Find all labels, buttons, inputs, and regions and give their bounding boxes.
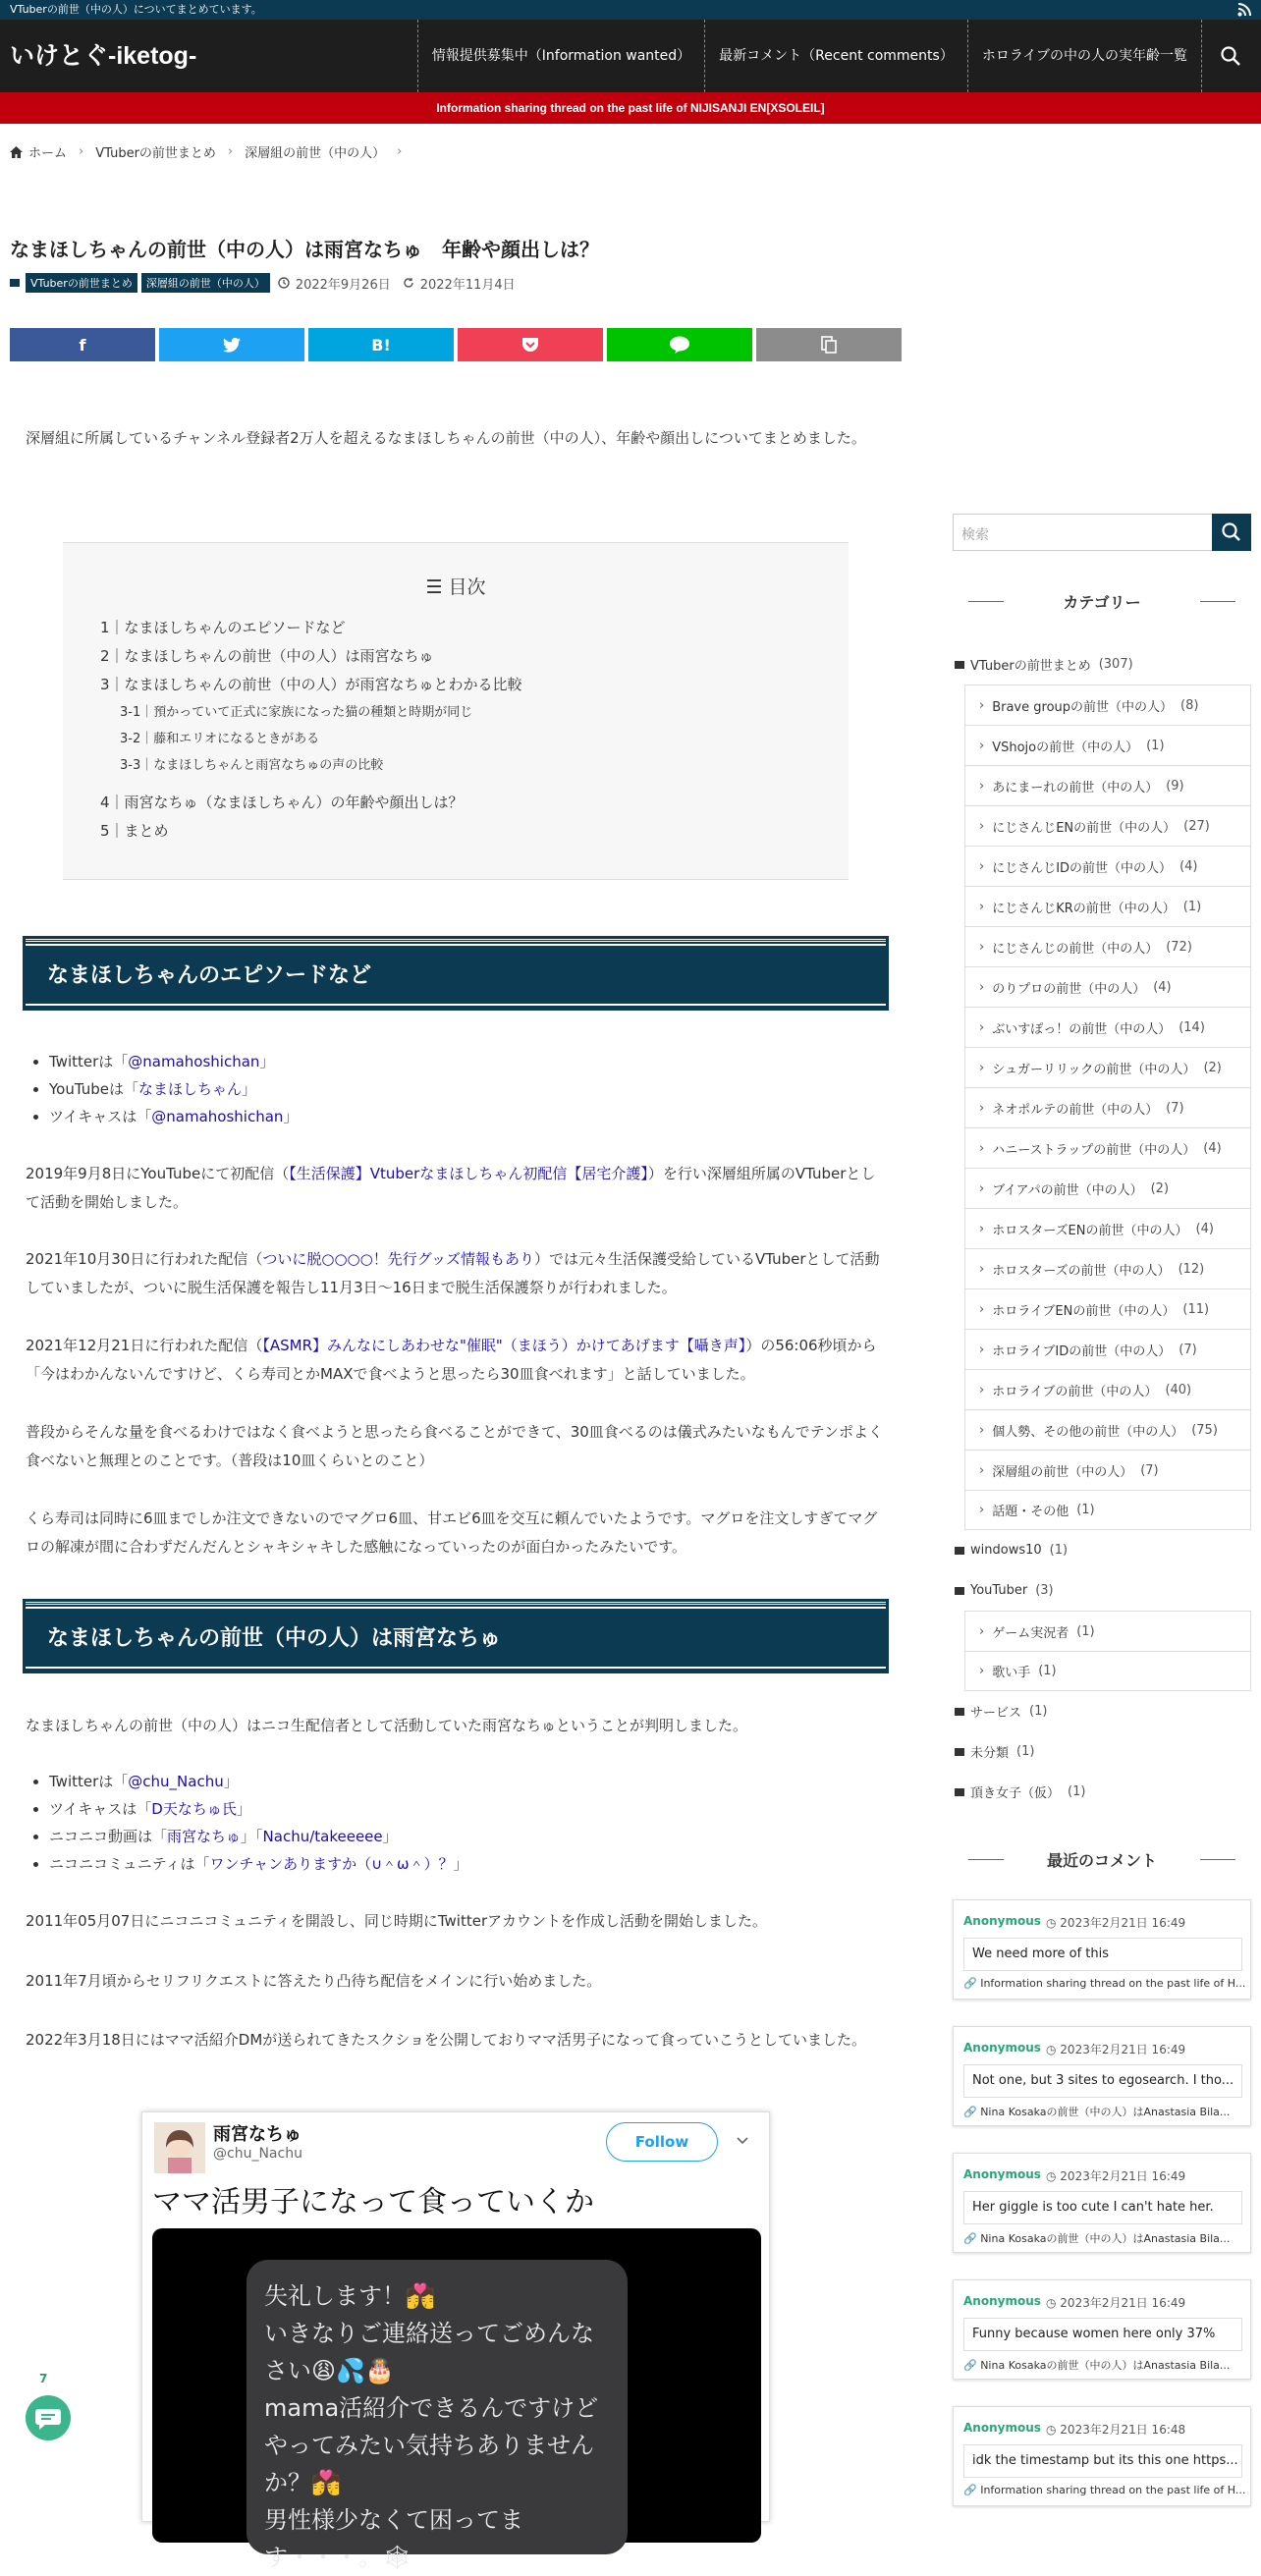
nav-item-recent-comments[interactable]: 最新コメント（Recent comments） (704, 20, 967, 92)
comment-date (1046, 2167, 1185, 2184)
chevron-down-icon[interactable] (736, 2134, 749, 2148)
chevron-right-icon: › (979, 1382, 985, 1398)
comment-author: Anonymous (963, 2167, 1041, 2181)
twitcasting-link[interactable]: D天なちゅ氏 (151, 1800, 237, 1818)
nav-item-hololive-ages[interactable]: ホロライブの中の人の実年齢一覧 (967, 20, 1202, 92)
comment-date (1046, 2041, 1185, 2057)
toc-item[interactable]: 3-2｜藤和エリオになるときがある (120, 732, 320, 746)
folder-icon (955, 1748, 964, 1756)
breadcrumb-shinsougumi[interactable]: 深層組の前世（中の人） (245, 146, 386, 161)
category-label: ハニーストラップの前世（中の人） (992, 1142, 1196, 1158)
category-count: (14) (1179, 1019, 1205, 1035)
category-count: (9) (1166, 778, 1184, 794)
toc-item[interactable]: 4｜雨宮なちゅ（なまほしちゃん）の年齢や顔出しは？ (100, 794, 464, 811)
comment-post-link[interactable] (963, 2484, 1246, 2496)
category-item[interactable] (964, 966, 1251, 1007)
comment-date-text: 2023年2月21日 16:49 (1060, 1916, 1186, 1930)
paragraph: 2021年12月21日に行われた配信（【ASMR】みんなにしあわせな"催眠"（まほう）かけてあげます【囁き声】）の56:06秒頃から「今はわかんないんですけど、くら寿司とかMAXで食べようと思ったら30皿食べれます」と話していました。 (26, 1337, 877, 1383)
category-label: あにまーれの前世（中の人） (992, 780, 1159, 795)
avatar[interactable] (152, 2120, 203, 2171)
chevron-right-icon: › (979, 1462, 985, 1478)
category-count: (7) (1179, 1342, 1197, 1357)
copy-link-button[interactable] (756, 328, 902, 361)
folder-icon (955, 1587, 964, 1595)
refresh-icon (403, 277, 414, 289)
category-item[interactable] (964, 1208, 1251, 1248)
category-label: 個人勢、その他の前世（中の人） (992, 1424, 1184, 1440)
chevron-right-icon: › (979, 1221, 985, 1236)
category-count: (1) (1182, 899, 1202, 914)
category-label: ネオポルテの前世（中の人） (992, 1102, 1159, 1118)
category-item[interactable] (953, 1731, 1251, 1772)
category-tag[interactable]: 深層組の前世（中の人） (141, 273, 270, 293)
category-label: 未分類 (970, 1746, 1010, 1761)
comment-author: Anonymous (963, 1914, 1041, 1928)
comment-text[interactable]: idk the timestamp but its this one https... (963, 2444, 1242, 2478)
site-description: VTuberの前世（中の人）についてまとめています。 (10, 3, 262, 16)
line-icon (669, 336, 690, 354)
chevron-right-icon: › (979, 778, 985, 794)
comment-date (1046, 2421, 1185, 2438)
chevron-right-icon: › (397, 144, 403, 159)
category-count: (4) (1203, 1140, 1222, 1156)
chevron-right-icon: › (979, 1060, 985, 1075)
dm-line: 男性様少なくて困ってます・・・。🕸 (264, 2506, 523, 2571)
comment-post-link[interactable] (963, 2104, 1242, 2119)
chat-bubble-icon (26, 2395, 71, 2440)
toc-item[interactable]: 5｜まとめ (100, 822, 169, 840)
chevron-right-icon: › (979, 858, 985, 874)
categories-list (953, 644, 1251, 1812)
category-item[interactable] (964, 1450, 1251, 1490)
search-button[interactable] (1212, 514, 1251, 551)
category-item[interactable] (964, 1288, 1251, 1329)
hatena-icon: B! (371, 335, 391, 355)
comment-post-link-text: Nina Kosakaの前世（中の人）はAnastasia Bila... (980, 2359, 1231, 2372)
first-stream-link[interactable]: 【生活保護】Vtuberなまほしちゃん初配信【居宅介護】 (289, 1165, 648, 1182)
category-label: シュガーリリックの前世（中の人） (992, 1062, 1196, 1077)
facebook-share-button[interactable] (10, 328, 155, 361)
paragraph: 2022年3月18日にはママ活紹介DMが送られてきたスクショを公開しておりママ活男子になって食っていこうとしていました。 (26, 2031, 867, 2049)
home-icon (10, 146, 23, 158)
chevron-right-icon: › (979, 738, 985, 753)
avatar-image (154, 2122, 205, 2173)
comment-post-link-text: Information sharing thread on the past life of H... (980, 2484, 1246, 2496)
post-meta (10, 273, 516, 293)
chevron-right-icon: › (979, 1664, 985, 1678)
toc-item[interactable]: 2｜なまほしちゃんの前世（中の人）は雨宮なちゅ (100, 647, 434, 665)
comment-date (1046, 2294, 1185, 2311)
pocket-share-button[interactable] (458, 328, 603, 361)
category-label: にじさんじENの前世（中の人） (992, 820, 1177, 836)
comment-post-link[interactable] (963, 2230, 1242, 2246)
chevron-right-icon: › (979, 1342, 985, 1357)
dm-line: 失礼します！💏 (264, 2282, 435, 2310)
category-count: (8) (1180, 697, 1199, 713)
comment-author: Anonymous (963, 2041, 1041, 2055)
rss-icon[interactable] (1237, 3, 1251, 17)
category-label: にじさんじIDの前世（中の人） (992, 860, 1173, 876)
category-count: (1) (1029, 1704, 1048, 1719)
category-item[interactable] (964, 1168, 1251, 1208)
category-label: のりプロの前世（中の人） (992, 981, 1146, 997)
toc-list (100, 614, 827, 846)
published-date: 2022年9月26日 (295, 277, 391, 293)
share-buttons (10, 328, 902, 361)
category-label: 話題・その他 (992, 1505, 1069, 1519)
twitter-icon (223, 338, 241, 353)
category-label: 頂き女子（仮） (970, 1786, 1061, 1801)
category-label: ぶいすぽっ！の前世（中の人） (992, 1021, 1172, 1037)
comment-post-link-text: Nina Kosakaの前世（中の人）はAnastasia Bila... (980, 2106, 1231, 2118)
chevron-right-icon: › (979, 697, 985, 713)
category-count: (1) (1049, 1543, 1069, 1558)
comment-card (953, 2026, 1251, 2126)
chevron-right-icon: › (979, 979, 985, 995)
category-item[interactable] (964, 846, 1251, 886)
category-item[interactable] (964, 1611, 1251, 1651)
past-life-links-list (49, 1768, 468, 1878)
comment-post-link[interactable] (963, 2357, 1242, 2373)
chevron-right-icon: › (979, 1180, 985, 1196)
clock-icon: ◷ (1046, 2043, 1061, 2056)
link-icon: 🔗 (963, 2232, 981, 2245)
paragraph: 2011年05月07日にニコニコミュニティを開設し、同じ時期にTwitterアカウントを作成し活動を開始しました。 (26, 1912, 767, 1930)
chevron-right-icon: › (979, 1301, 985, 1317)
article-lead: 深層組に所属しているチャンネル登録者2万人を超えるなまほしちゃんの前世（中の人）、年齢や顔出しについてまとめました。 (26, 429, 866, 447)
site-header (0, 20, 1261, 92)
global-nav (417, 20, 1202, 92)
twitter-share-button[interactable] (159, 328, 304, 361)
category-count: (4) (1153, 979, 1172, 995)
category-item[interactable] (964, 926, 1251, 966)
category-count: (7) (1140, 1462, 1159, 1478)
category-label: YouTuber (970, 1583, 1028, 1598)
paragraph: 2021年10月30日に行われた配信（ついに脱○○○○！先行グッズ情報もあり）では元々生活保護受給しているVTuberとして活動していましたが、ついに脱生活保護を報告し11月3日～16日まで脱生活保護祭りが行われました。 (26, 1250, 880, 1296)
follow-button[interactable]: Follow (606, 2122, 718, 2162)
toc-item[interactable]: 3-3｜なまほしちゃんと雨宮なちゅの声の比較 (120, 758, 384, 773)
dm-line: いきなりご連絡送ってごめんなさい😩💦🎂 (264, 2320, 594, 2384)
nav-item-information-wanted[interactable]: 情報提供募集中（Information wanted） (417, 20, 704, 92)
category-tag[interactable]: VTuberの前世まとめ (26, 273, 137, 293)
category-item[interactable] (964, 1127, 1251, 1168)
clock-icon: ◷ (1046, 2169, 1061, 2183)
tweet-text: ママ活男子になって食っていくか (152, 2185, 594, 2220)
category-label: ホロライブENの前世（中の人） (992, 1303, 1176, 1319)
recent-comments-widget-title: 最近のコメント (968, 1848, 1235, 1871)
comment-date-text: 2023年2月21日 16:49 (1060, 2169, 1186, 2183)
folder-icon (955, 1547, 964, 1555)
comment-text[interactable]: Her giggle is too cute I can't hate her. (963, 2191, 1242, 2224)
niconico-link-2[interactable]: Nachu/takeeeee (262, 1828, 383, 1845)
comment-author: Anonymous (963, 2294, 1041, 2308)
link-icon: 🔗 (963, 2106, 981, 2118)
list-item: • ニコニコ動画は「雨宮なちゅ」「Nachu/takeeeee」 (49, 1823, 468, 1850)
clock-icon: ◷ (1046, 1916, 1061, 1930)
category-label: ホロスターズの前世（中の人） (992, 1263, 1171, 1279)
category-count: (7) (1166, 1100, 1184, 1116)
breadcrumb-vtuber[interactable]: VTuberの前世まとめ (95, 146, 216, 161)
line-share-button[interactable] (607, 328, 752, 361)
chevron-right-icon: › (79, 144, 84, 159)
page-title: なまほしちゃんの前世（中の人）は雨宮なちゅ 年齢や顔出しは？ (10, 238, 599, 261)
toc-item[interactable]: 3｜なまほしちゃんの前世（中の人）が雨宮なちゅとわかる比較 (100, 676, 522, 693)
category-count: (12) (1178, 1261, 1205, 1277)
search-input[interactable]: 検索 (961, 527, 989, 543)
category-label: にじさんじKRの前世（中の人） (992, 901, 1176, 916)
list-item: • ニコニコミュニティは「ワンチャンありますか（∪＾ω＾）？」 (49, 1850, 468, 1878)
category-item[interactable] (964, 805, 1251, 846)
comment-post-link[interactable] (963, 1977, 1246, 1990)
tweet-author-name[interactable]: 雨宮なちゅ (213, 2124, 302, 2145)
category-item[interactable] (964, 1007, 1251, 1047)
folder-icon (955, 661, 964, 669)
link-icon: 🔗 (963, 2359, 981, 2372)
list-item: • Twitterは「@namahoshichan」 (49, 1048, 298, 1075)
asmr-stream-link[interactable]: 【ASMR】みんなにしあわせな"催眠"（まほう）かけてあげます【囁き声】 (262, 1337, 746, 1354)
chevron-right-icon: › (979, 1261, 985, 1277)
toc-title (63, 573, 849, 599)
hatena-share-button[interactable] (308, 328, 454, 361)
category-count: (27) (1183, 818, 1210, 834)
folder-icon (10, 279, 20, 287)
paragraph: 普段からそんな量を食べるわけではなく食べようと思ったら食べることができて、30皿食べるのは儀式みたいなもんでテンポよく食べないと無理とのことです。（普段は10皿くらいとのこと） (26, 1423, 884, 1469)
category-item[interactable] (964, 725, 1251, 765)
category-count: (4) (1195, 1221, 1214, 1236)
breadcrumb (10, 142, 408, 161)
category-count: (3) (1035, 1583, 1054, 1598)
category-label: ホロライブIDの前世（中の人） (992, 1343, 1172, 1359)
toc-item[interactable]: 1｜なまほしちゃんのエピソードなど (100, 619, 346, 636)
clock-icon: ◷ (1046, 2296, 1061, 2310)
youtube-link[interactable]: なまほしちゃん (138, 1080, 243, 1098)
comment-author: Anonymous (963, 2421, 1041, 2435)
clock-icon: ◷ (1046, 2423, 1061, 2437)
category-label: VTuberの前世まとめ (970, 659, 1091, 674)
tweet-author-handle[interactable]: @chu_Nachu (213, 2146, 302, 2162)
comment-card (953, 1899, 1251, 2000)
twitter-link[interactable]: @chu_Nachu (128, 1773, 224, 1790)
niconico-community-link[interactable]: ワンチャンありますか（∪＾ω＾）？ (209, 1855, 454, 1873)
category-count: (307) (1098, 657, 1133, 672)
comment-post-link-text: Information sharing thread on the past life of H... (980, 1977, 1246, 1990)
category-label: ゲーム実況者 (992, 1625, 1069, 1641)
folder-icon (955, 1708, 964, 1716)
search-icon (1212, 514, 1251, 551)
comment-text[interactable]: Funny because women here only 37% (963, 2318, 1242, 2351)
copy-icon (821, 336, 837, 354)
tweet-image[interactable] (152, 2228, 761, 2571)
list-item: • YouTubeは「なまほしちゃん」 (49, 1075, 298, 1103)
list-item: • ツイキャスは「D天なちゅ氏」 (49, 1795, 468, 1823)
chevron-right-icon: › (979, 818, 985, 834)
category-item[interactable] (964, 1329, 1251, 1369)
breadcrumb-home[interactable]: ホーム (28, 146, 68, 161)
paragraph: くら寿司は同時に6皿までしか注文できないのでマグロ6皿、甘エビ6皿を交互に頼んでいたようです。マグロを注文しすぎてマグロの解凍が間に合わずだんだんとシャキシャキした感触になっていったのが面白かったみたいです。 (26, 1509, 878, 1556)
chevron-right-icon: › (979, 1422, 985, 1438)
category-count: (72) (1166, 939, 1192, 955)
category-label: 歌い手 (992, 1666, 1031, 1680)
category-count: (2) (1150, 1180, 1170, 1196)
category-item[interactable] (964, 1248, 1251, 1288)
comment-button[interactable] (26, 2395, 71, 2440)
table-of-contents (63, 542, 849, 880)
category-item[interactable] (953, 1570, 1251, 1611)
comment-card (953, 2406, 1251, 2506)
category-label: 深層組の前世（中の人） (992, 1464, 1133, 1480)
category-label: ホロライブの前世（中の人） (992, 1384, 1158, 1399)
comment-date (1046, 1914, 1185, 1931)
comment-date-text: 2023年2月21日 16:48 (1060, 2423, 1186, 2437)
section-heading-episodes: なまほしちゃんのエピソードなど (26, 939, 886, 1008)
chevron-right-icon: › (979, 1100, 985, 1116)
comment-card (953, 2153, 1251, 2253)
chevron-right-icon: › (979, 1019, 985, 1035)
updated-date: 2022年11月4日 (419, 277, 516, 293)
episode-links-list (49, 1048, 298, 1130)
list-icon: ☰ (425, 576, 443, 598)
list-item: • ツイキャスは「@namahoshichan」 (49, 1103, 298, 1130)
chevron-right-icon: › (979, 1503, 985, 1517)
category-item[interactable] (964, 1047, 1251, 1087)
comment-date-text: 2023年2月21日 16:49 (1060, 2043, 1186, 2056)
list-item: • Twitterは「@chu_Nachu」 (49, 1768, 468, 1795)
category-item[interactable] (964, 1651, 1251, 1691)
category-count: (40) (1165, 1382, 1192, 1398)
toc-title-text: 目次 (448, 576, 486, 598)
chevron-right-icon: › (979, 899, 985, 914)
link-icon: 🔗 (963, 2484, 981, 2496)
comment-text[interactable]: We need more of this (963, 1938, 1242, 1971)
sidebar-search (953, 514, 1251, 551)
category-count: (1) (1076, 1503, 1095, 1517)
category-label: サービス (970, 1706, 1022, 1721)
search-icon[interactable] (1220, 45, 1241, 67)
dm-line: mama活紹介できるんですけどやってみたい気持ちありませんか？💏 (264, 2394, 599, 2496)
twitter-link[interactable]: @namahoshichan (128, 1053, 260, 1070)
comment-date-text: 2023年2月21日 16:49 (1060, 2296, 1186, 2310)
category-item[interactable] (953, 644, 1251, 685)
section-heading-past-life: なまほしちゃんの前世（中の人）は雨宮なちゅ (26, 1602, 886, 1671)
category-label: ホロスターズENの前世（中の人） (992, 1223, 1188, 1238)
category-count: (75) (1191, 1422, 1218, 1438)
category-count: (1) (1146, 738, 1165, 753)
category-item[interactable] (953, 1530, 1251, 1570)
category-count: (11) (1182, 1301, 1210, 1317)
twitcasting-link[interactable]: @namahoshichan (151, 1108, 284, 1125)
clock-icon (278, 277, 290, 289)
category-label: VShojoの前世（中の人） (992, 740, 1139, 755)
category-item[interactable] (964, 685, 1251, 725)
stream-link[interactable]: ついに脱○○○○！先行グッズ情報もあり (262, 1250, 534, 1268)
category-count: (1) (1076, 1623, 1095, 1639)
category-label: ブイアパの前世（中の人） (992, 1182, 1143, 1198)
category-label: windows10 (970, 1543, 1042, 1558)
link-icon: 🔗 (963, 1977, 981, 1990)
niconico-link[interactable]: 雨宮なちゅ (167, 1828, 242, 1845)
paragraph: なまほしちゃんの前世（中の人）はニコ生配信者として活動していた雨宮なちゅということが判明しました。 (26, 1717, 748, 1734)
announcement-banner[interactable]: Information sharing thread on the past life of NIJISANJI EN[XSOLEIL] (0, 92, 1261, 124)
category-count: (1) (1038, 1664, 1057, 1678)
site-logo[interactable]: いけとぐ-iketog- (10, 42, 197, 70)
chevron-right-icon: › (227, 144, 234, 159)
paragraph: 2011年7月頃からセリフリクエストに答えたり凸待ち配信をメインに行い始めました。 (26, 1972, 602, 1990)
dm-screenshot-bubble (247, 2260, 628, 2571)
category-count: (4) (1179, 858, 1198, 874)
category-item[interactable] (964, 1087, 1251, 1127)
category-label: Brave groupの前世（中の人） (992, 699, 1174, 715)
category-item[interactable] (964, 765, 1251, 805)
folder-icon (955, 1788, 964, 1796)
chevron-right-icon: › (979, 939, 985, 955)
category-item[interactable] (964, 1409, 1251, 1450)
category-count: (2) (1203, 1060, 1222, 1075)
category-count: (1) (1068, 1784, 1086, 1799)
top-bar (0, 0, 1261, 20)
toc-item[interactable]: 3-1｜預かっていて正式に家族になった猫の種類と時期が同じ (120, 705, 473, 720)
pocket-icon (521, 337, 539, 353)
categories-widget-title: カテゴリー (968, 590, 1235, 613)
category-count: (1) (1016, 1744, 1035, 1759)
category-label: にじさんじの前世（中の人） (992, 941, 1159, 957)
category-item[interactable] (964, 1369, 1251, 1409)
chevron-right-icon: › (979, 1623, 985, 1639)
comment-post-link-text: Nina Kosakaの前世（中の人）はAnastasia Bila... (980, 2232, 1231, 2245)
comment-count-badge: 7 (39, 2372, 48, 2385)
comment-card (953, 2279, 1251, 2380)
facebook-icon: f (79, 335, 86, 355)
comment-text[interactable]: Not one, but 3 sites to egosearch. I tho... (963, 2064, 1242, 2098)
chevron-right-icon: › (979, 1140, 985, 1156)
category-item[interactable] (953, 1772, 1251, 1812)
embedded-tweet[interactable] (141, 2111, 770, 2571)
paragraph: 2019年9月8日にYouTubeにて初配信（【生活保護】Vtuberなまほしちゃん初配信【居宅介護】）を行い深層組所属のVTuberとして活動を開始しました。 (26, 1165, 876, 1211)
category-item[interactable] (964, 886, 1251, 926)
category-item[interactable] (964, 1490, 1251, 1530)
category-item[interactable] (953, 1691, 1251, 1731)
